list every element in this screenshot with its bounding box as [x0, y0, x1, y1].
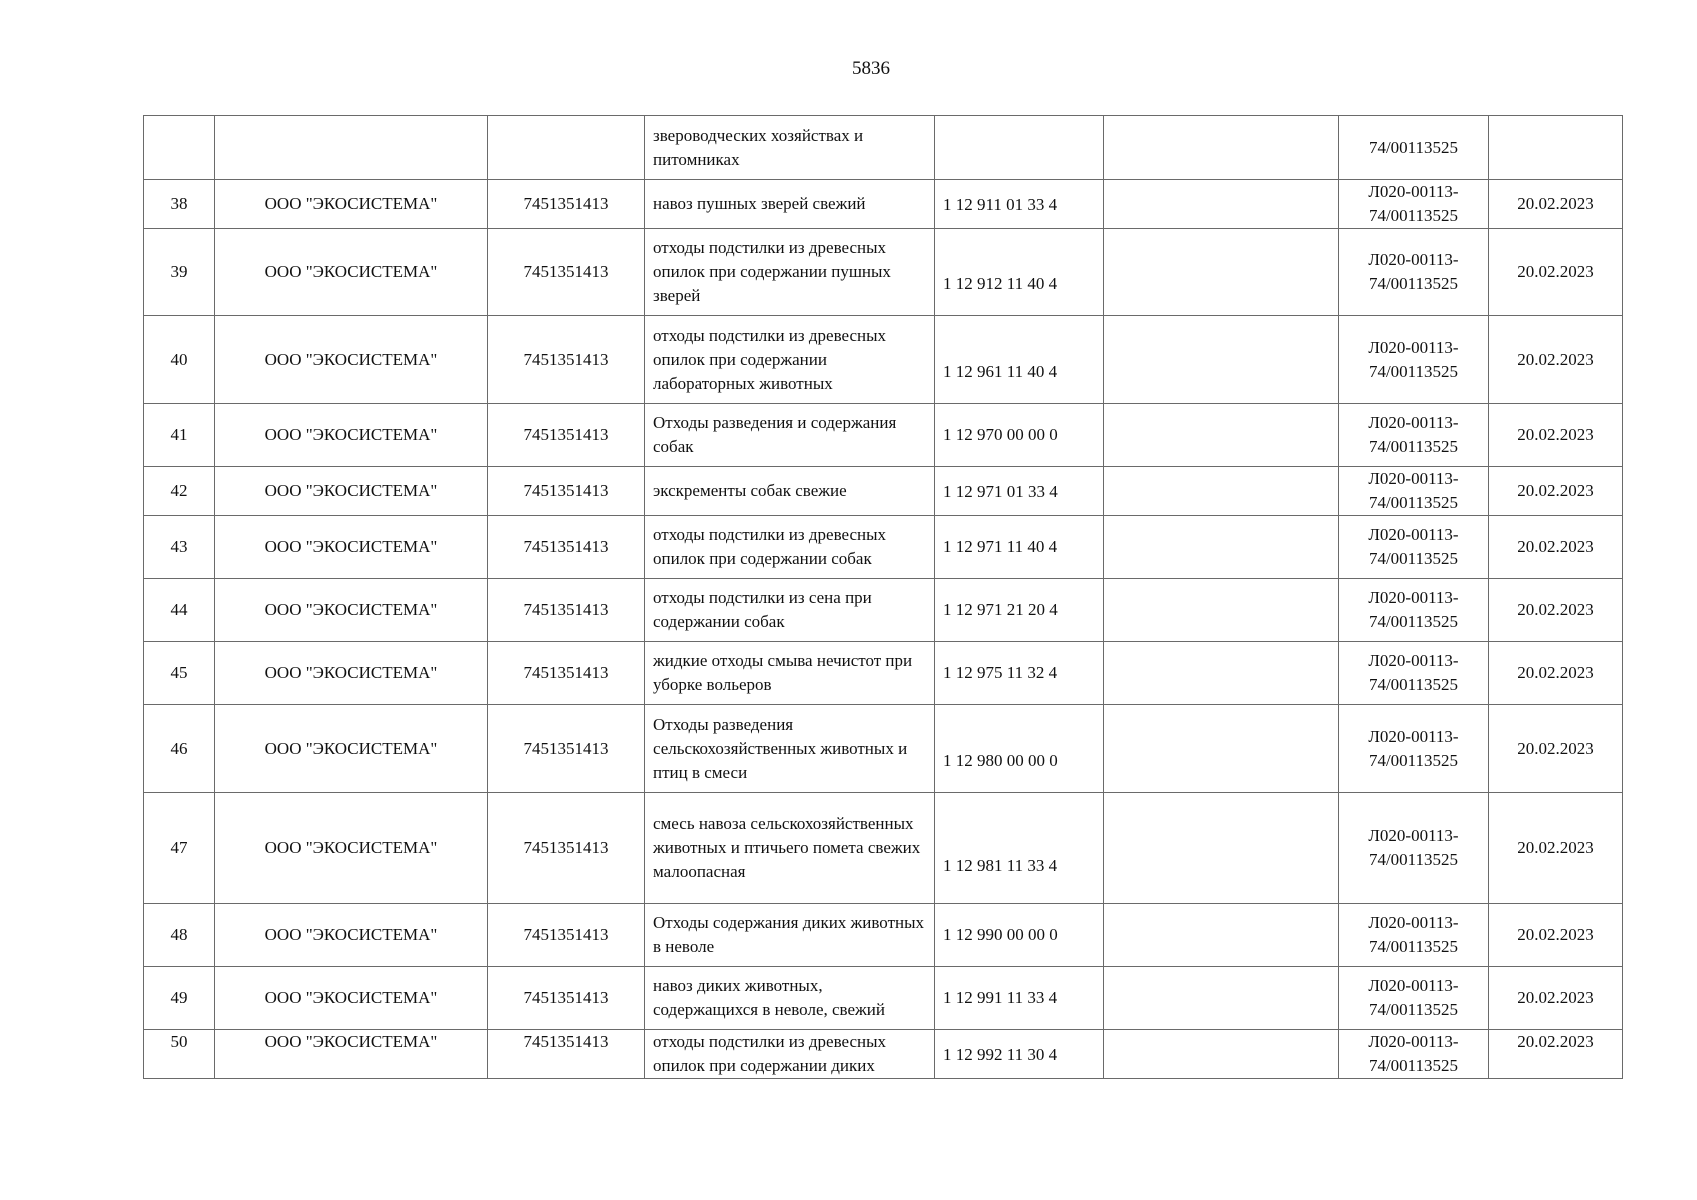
fkko-code-cell — [935, 116, 1104, 180]
fkko-code-cell: 1 12 991 11 33 4 — [935, 967, 1104, 1030]
organization-cell: ООО "ЭКОСИСТЕМА" — [215, 967, 488, 1030]
organization-cell: ООО "ЭКОСИСТЕМА" — [215, 1030, 488, 1079]
fkko-code-cell: 1 12 990 00 00 0 — [935, 904, 1104, 967]
empty-column-cell — [1104, 967, 1339, 1030]
date-cell: 20.02.2023 — [1489, 316, 1623, 404]
inn-cell: 7451351413 — [488, 579, 645, 642]
date-cell: 20.02.2023 — [1489, 180, 1623, 229]
waste-name-cell: Отходы разведения и содержания собак — [645, 404, 935, 467]
inn-cell: 7451351413 — [488, 642, 645, 705]
fkko-code-cell: 1 12 971 11 40 4 — [935, 516, 1104, 579]
license-cell: 74/00113525 — [1339, 116, 1489, 180]
inn-cell: 7451351413 — [488, 180, 645, 229]
waste-name-cell: отходы подстилки из древесных опилок при содержании собак — [645, 516, 935, 579]
empty-column-cell — [1104, 116, 1339, 180]
waste-name-cell: Отходы содержания диких животных в неволе — [645, 904, 935, 967]
organization-cell: ООО "ЭКОСИСТЕМА" — [215, 404, 488, 467]
empty-column-cell — [1104, 642, 1339, 705]
waste-name-cell: смесь навоза сельскохозяйственных животных и птичьего помета свежих малоопасная — [645, 793, 935, 904]
date-cell: 20.02.2023 — [1489, 229, 1623, 316]
inn-cell — [488, 116, 645, 180]
inn-cell: 7451351413 — [488, 467, 645, 516]
date-cell: 20.02.2023 — [1489, 642, 1623, 705]
waste-name-cell: Отходы разведения сельскохозяйственных животных и птиц в смеси — [645, 705, 935, 793]
inn-cell: 7451351413 — [488, 516, 645, 579]
row-number-cell: 47 — [144, 793, 215, 904]
license-cell: Л020-00113-74/00113525 — [1339, 579, 1489, 642]
license-cell: Л020-00113-74/00113525 — [1339, 1030, 1489, 1079]
inn-cell: 7451351413 — [488, 967, 645, 1030]
row-number-cell: 50 — [144, 1030, 215, 1079]
empty-column-cell — [1104, 705, 1339, 793]
empty-column-cell — [1104, 180, 1339, 229]
fkko-code-cell: 1 12 961 11 40 4 — [935, 316, 1104, 404]
empty-column-cell — [1104, 1030, 1339, 1079]
row-number-cell — [144, 116, 215, 180]
empty-column-cell — [1104, 516, 1339, 579]
fkko-code-cell: 1 12 970 00 00 0 — [935, 404, 1104, 467]
date-cell: 20.02.2023 — [1489, 579, 1623, 642]
inn-cell: 7451351413 — [488, 793, 645, 904]
waste-name-cell: экскременты собак свежие — [645, 467, 935, 516]
row-number-cell: 48 — [144, 904, 215, 967]
waste-name-cell: навоз диких животных, содержащихся в неволе, свежий — [645, 967, 935, 1030]
license-cell: Л020-00113-74/00113525 — [1339, 229, 1489, 316]
license-cell: Л020-00113-74/00113525 — [1339, 967, 1489, 1030]
waste-name-cell: отходы подстилки из древесных опилок при содержании диких — [645, 1030, 935, 1079]
date-cell: 20.02.2023 — [1489, 904, 1623, 967]
license-cell: Л020-00113-74/00113525 — [1339, 793, 1489, 904]
empty-column-cell — [1104, 316, 1339, 404]
organization-cell — [215, 116, 488, 180]
empty-column-cell — [1104, 404, 1339, 467]
inn-cell: 7451351413 — [488, 316, 645, 404]
waste-license-table — [143, 115, 1623, 1079]
fkko-code-cell: 1 12 971 01 33 4 — [935, 467, 1104, 516]
license-cell: Л020-00113-74/00113525 — [1339, 642, 1489, 705]
organization-cell: ООО "ЭКОСИСТЕМА" — [215, 516, 488, 579]
organization-cell: ООО "ЭКОСИСТЕМА" — [215, 904, 488, 967]
organization-cell: ООО "ЭКОСИСТЕМА" — [215, 642, 488, 705]
fkko-code-cell: 1 12 992 11 30 4 — [935, 1030, 1104, 1079]
fkko-code-cell: 1 12 971 21 20 4 — [935, 579, 1104, 642]
waste-name-cell: отходы подстилки из древесных опилок при содержании пушных зверей — [645, 229, 935, 316]
waste-name-cell: жидкие отходы смыва нечистот при уборке вольеров — [645, 642, 935, 705]
date-cell: 20.02.2023 — [1489, 705, 1623, 793]
fkko-code-cell: 1 12 981 11 33 4 — [935, 793, 1104, 904]
empty-column-cell — [1104, 229, 1339, 316]
date-cell: 20.02.2023 — [1489, 404, 1623, 467]
empty-column-cell — [1104, 467, 1339, 516]
empty-column-cell — [1104, 904, 1339, 967]
license-cell: Л020-00113-74/00113525 — [1339, 180, 1489, 229]
fkko-code-cell: 1 12 980 00 00 0 — [935, 705, 1104, 793]
row-number-cell: 38 — [144, 180, 215, 229]
row-number-cell: 49 — [144, 967, 215, 1030]
fkko-code-cell: 1 12 912 11 40 4 — [935, 229, 1104, 316]
row-number-cell: 39 — [144, 229, 215, 316]
row-number-cell: 43 — [144, 516, 215, 579]
row-number-cell: 42 — [144, 467, 215, 516]
inn-cell: 7451351413 — [488, 404, 645, 467]
row-number-cell: 40 — [144, 316, 215, 404]
inn-cell: 7451351413 — [488, 705, 645, 793]
license-cell: Л020-00113-74/00113525 — [1339, 904, 1489, 967]
fkko-code-cell: 1 12 975 11 32 4 — [935, 642, 1104, 705]
inn-cell: 7451351413 — [488, 1030, 645, 1079]
license-cell: Л020-00113-74/00113525 — [1339, 467, 1489, 516]
waste-name-cell: звероводческих хозяйствах и питомниках — [645, 116, 935, 180]
date-cell: 20.02.2023 — [1489, 967, 1623, 1030]
date-cell: 20.02.2023 — [1489, 1030, 1623, 1079]
organization-cell: ООО "ЭКОСИСТЕМА" — [215, 705, 488, 793]
row-number-cell: 41 — [144, 404, 215, 467]
date-cell: 20.02.2023 — [1489, 467, 1623, 516]
date-cell: 20.02.2023 — [1489, 516, 1623, 579]
license-cell: Л020-00113-74/00113525 — [1339, 705, 1489, 793]
organization-cell: ООО "ЭКОСИСТЕМА" — [215, 467, 488, 516]
license-cell: Л020-00113-74/00113525 — [1339, 516, 1489, 579]
date-cell — [1489, 116, 1623, 180]
waste-name-cell: навоз пушных зверей свежий — [645, 180, 935, 229]
page-number: 5836 — [852, 58, 890, 79]
organization-cell: ООО "ЭКОСИСТЕМА" — [215, 316, 488, 404]
inn-cell: 7451351413 — [488, 229, 645, 316]
row-number-cell: 46 — [144, 705, 215, 793]
empty-column-cell — [1104, 579, 1339, 642]
fkko-code-cell: 1 12 911 01 33 4 — [935, 180, 1104, 229]
organization-cell: ООО "ЭКОСИСТЕМА" — [215, 793, 488, 904]
license-cell: Л020-00113-74/00113525 — [1339, 316, 1489, 404]
row-number-cell: 44 — [144, 579, 215, 642]
waste-name-cell: отходы подстилки из сена при содержании собак — [645, 579, 935, 642]
waste-name-cell: отходы подстилки из древесных опилок при содержании лабораторных животных — [645, 316, 935, 404]
organization-cell: ООО "ЭКОСИСТЕМА" — [215, 229, 488, 316]
organization-cell: ООО "ЭКОСИСТЕМА" — [215, 180, 488, 229]
organization-cell: ООО "ЭКОСИСТЕМА" — [215, 579, 488, 642]
license-cell: Л020-00113-74/00113525 — [1339, 404, 1489, 467]
inn-cell: 7451351413 — [488, 904, 645, 967]
row-number-cell: 45 — [144, 642, 215, 705]
empty-column-cell — [1104, 793, 1339, 904]
date-cell: 20.02.2023 — [1489, 793, 1623, 904]
